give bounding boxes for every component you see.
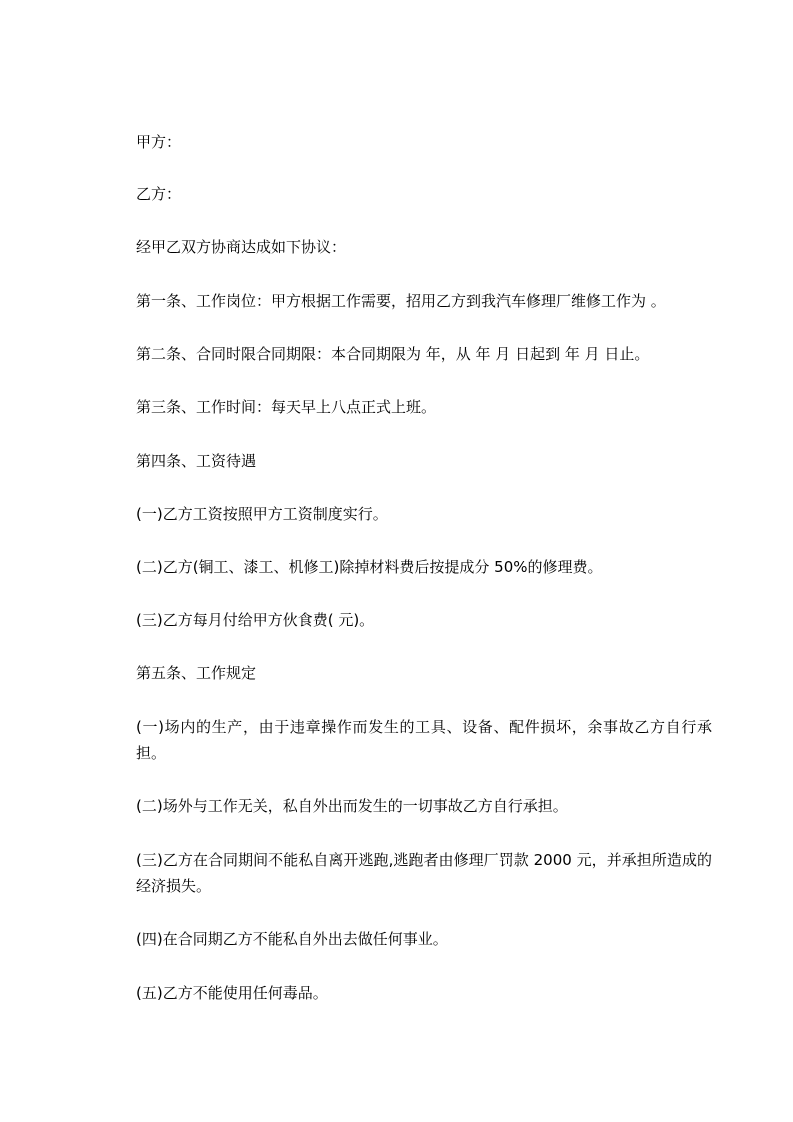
- article-3: 第三条、工作时间：每天早上八点正式上班。: [136, 398, 437, 416]
- party-b-label: 乙方：: [136, 185, 182, 203]
- article-1: 第一条、工作岗位：甲方根据工作需要，招用乙方到我汽车修理厂维修工作为 。: [136, 292, 666, 310]
- agreement-intro: 经甲乙双方协商达成如下协议：: [136, 238, 347, 256]
- article-5-item-2: (二)场外与工作无关，私自外出而发生的一切事故乙方自行承担。: [136, 797, 568, 815]
- article-5-item-5: (五)乙方不能使用任何毒品。: [136, 984, 328, 1002]
- article-4-title: 第四条、工资待遇: [136, 452, 257, 470]
- article-5-title: 第五条、工作规定: [136, 664, 257, 682]
- article-5-item-1: (一)场内的生产，由于违章操作而发生的工具、设备、配件损坏，余事故乙方自行承担。: [136, 718, 712, 762]
- article-5-item-4: (四)在合同期乙方不能私自外出去做任何事业。: [136, 930, 448, 948]
- article-5-item-3: (三)乙方在合同期间不能私自离开逃跑,逃跑者由修理厂罚款 2000 元，并承担所造成的经济损失。: [136, 851, 712, 895]
- article-4-item-2: (二)乙方(铜工、漆工、机修工)除掉材料费后按提成分 50%的修理费。: [136, 558, 603, 576]
- article-4-item-1: (一)乙方工资按照甲方工资制度实行。: [136, 505, 388, 523]
- article-4-item-3: (三)乙方每月付给甲方伙食费( 元)。: [136, 611, 375, 629]
- article-2: 第二条、合同时限合同期限：本合同期限为 年，从 年 月 日起到 年 月 日止。: [136, 345, 650, 363]
- party-a-label: 甲方：: [136, 133, 182, 151]
